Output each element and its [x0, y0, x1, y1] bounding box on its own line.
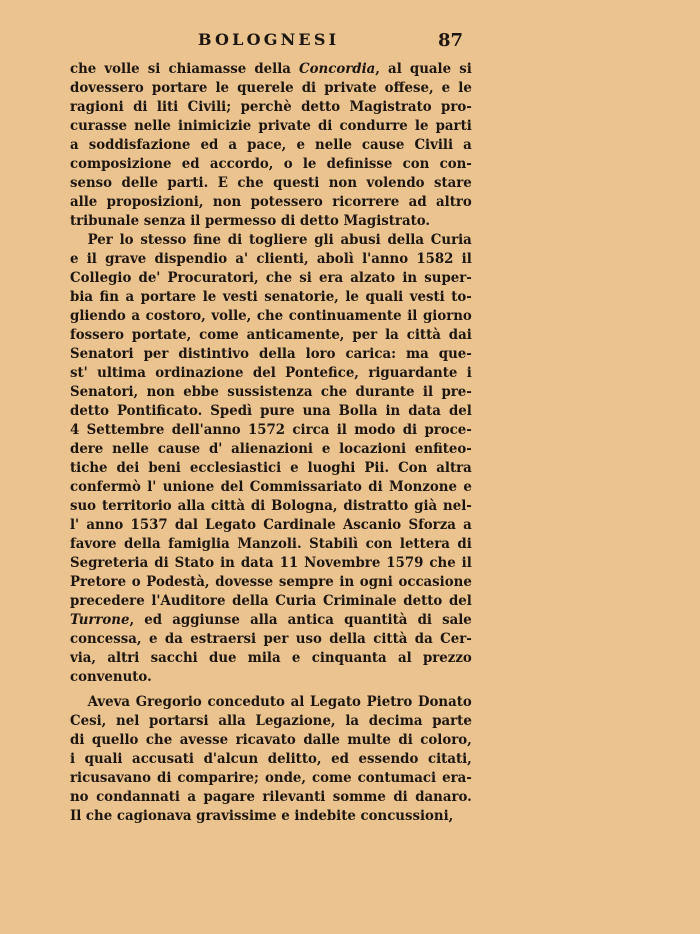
body-text [70, 60, 472, 826]
text-line: suo territorio alla città di Bologna, distratto già nel- [70, 498, 472, 514]
text-line: detto Pontificato. Spedì pure una Bolla in data del [70, 403, 472, 419]
text-line: tribunale senza il permesso di detto Magistrato. [70, 213, 431, 229]
text-line: via, altri sacchi due mila e cinquanta al prezzo [70, 650, 472, 666]
text-line: Pretore o Podestà, dovesse sempre in ogni occasione [70, 574, 472, 590]
text-line: i quali accusati d'alcun delitto, ed essendo citati, [70, 751, 472, 767]
text-line: ragioni di liti Civili; perchè detto Magistrato pro- [70, 99, 472, 115]
text-line: Senatori per distintivo della loro carica: ma que- [70, 346, 472, 362]
text-line: favore della famiglia Manzoli. Stabilì con lettera di [70, 536, 472, 552]
text-line: Senatori, non ebbe sussistenza che durante il pre- [70, 384, 472, 400]
text-line: Segreteria di Stato in data 11 Novembre 1579 che il [70, 555, 472, 571]
text-line: senso delle parti. E che questi non volendo stare [70, 175, 472, 191]
text-line: st' ultima ordinazione del Pontefice, riguardante i [70, 365, 472, 381]
text-line: confermò l' unione del Commissariato di Monzone e [70, 479, 472, 495]
running-title: BOLOGNESI [198, 30, 340, 49]
text-line: e il grave dispendio a' clienti, abolì l'anno 1582 il [70, 251, 472, 267]
text-line: composizione ed accordo, o le definisse con con- [70, 156, 472, 172]
text-line: che volle si chiamasse della Concordia, al quale si [70, 61, 472, 77]
page-number: 87 [438, 30, 464, 51]
text-line: convenuto. [70, 669, 152, 685]
text-line: tiche dei beni ecclesiastici e luoghi Pii. Con altra [70, 460, 472, 476]
text-line: Cesi, nel portarsi alla Legazione, la decima parte [70, 713, 472, 729]
page-header [0, 30, 700, 54]
text-line: dere nelle cause d' alienazioni e locazioni enfiteo- [70, 441, 472, 457]
text-line: ricusavano di comparire; onde, come contumaci era- [70, 770, 472, 786]
text-line: Collegio de' Procuratori, che si era alzato in super- [70, 270, 472, 286]
text-line: di quello che avesse ricavato dalle multe di coloro, [70, 732, 472, 748]
text-line: precedere l'Auditore della Curia Criminale detto del [70, 593, 472, 609]
text-line: curasse nelle inimicizie private di condurre le parti [70, 118, 472, 134]
text-line: Turrone, ed aggiunse alla antica quantità di sale [70, 612, 472, 628]
text-line: Per lo stesso fine di togliere gli abusi della Curia [87, 232, 472, 248]
text-line: a soddisfazione ed a pace, e nelle cause Civili a [70, 137, 472, 153]
text-line: 4 Settembre dell'anno 1572 circa il modo di proce- [70, 422, 472, 438]
text-line: alle proposizioni, non potessero ricorrere ad altro [70, 194, 472, 210]
text-line: fossero portate, come anticamente, per la città dai [70, 327, 472, 343]
text-line: concessa, e da estraersi per uso della città da Cer- [70, 631, 472, 647]
text-line: Il che cagionava gravissime e indebite concussioni, [70, 808, 454, 824]
text-line: no condannati a pagare rilevanti somme di danaro. [70, 789, 472, 805]
text-line: bia fin a portare le vesti senatorie, le quali vesti to- [70, 289, 472, 305]
text-line: gliendo a costoro, volle, che continuamente il giorno [70, 308, 472, 324]
text-line: Aveva Gregorio conceduto al Legato Pietro Donato [87, 694, 472, 710]
text-line: dovessero portare le querele di private offese, e le [70, 80, 472, 96]
text-line: l' anno 1537 dal Legato Cardinale Ascanio Sforza a [70, 517, 472, 533]
